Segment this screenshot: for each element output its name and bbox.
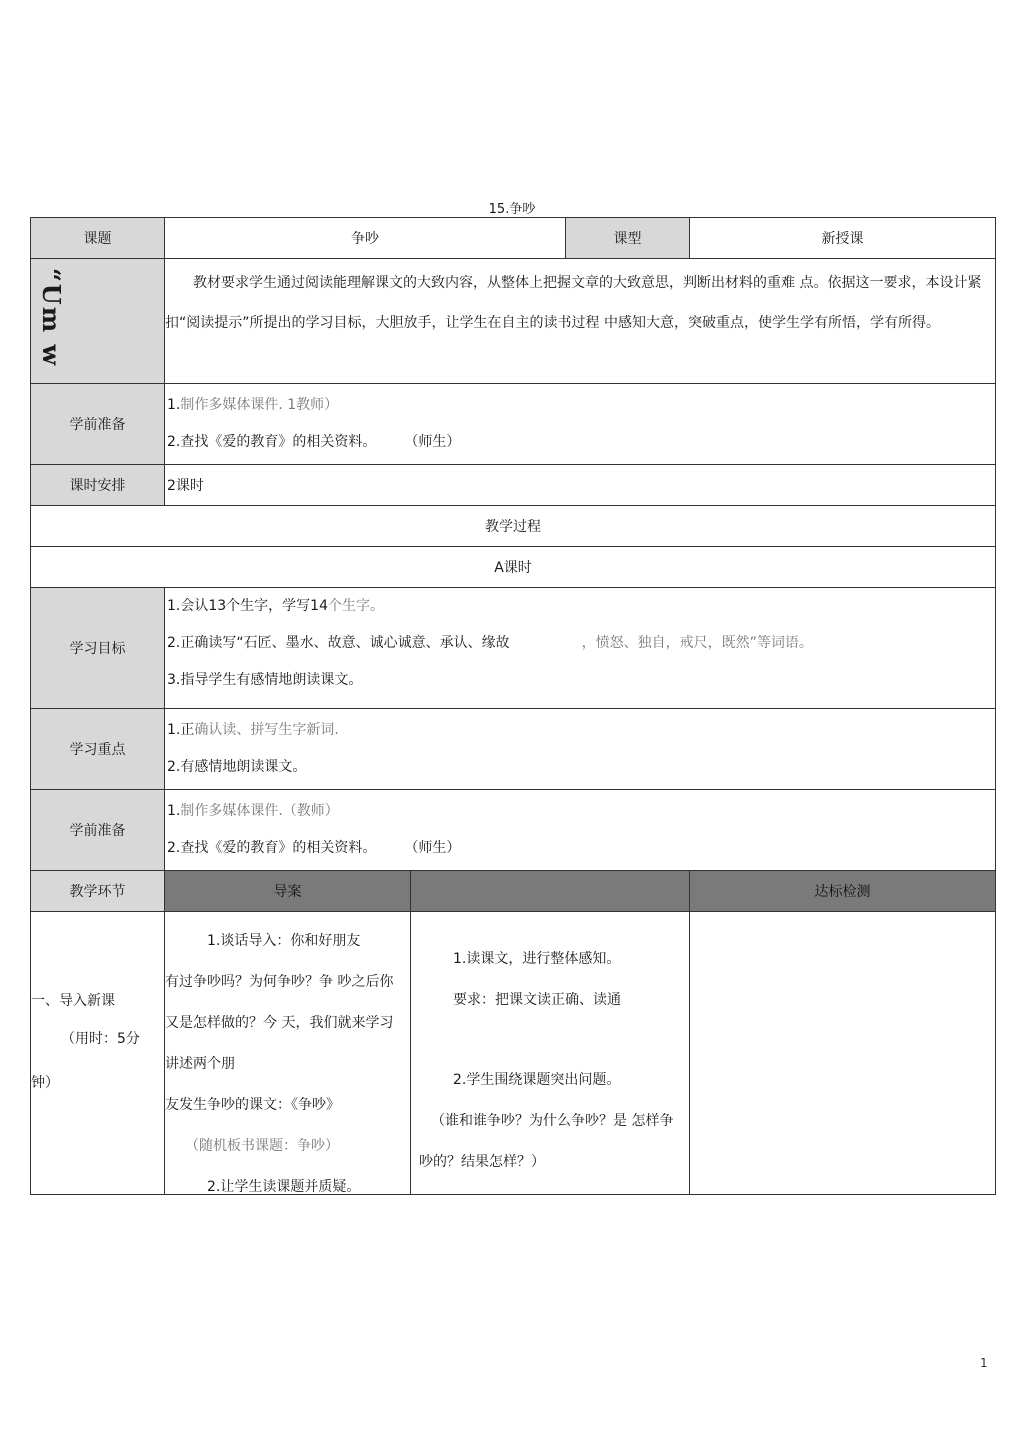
intro-stage-line1: 一、导入新课 (31, 993, 115, 1009)
intro-guide-line5: 友发生争吵的课文：《争吵》 (165, 1097, 340, 1113)
page-number: 1 (980, 1356, 988, 1370)
focus-line1-a: 1.正 (167, 722, 195, 738)
intro-stage-cell (31, 912, 165, 1195)
goals-cell (165, 588, 996, 709)
focus-label: 学习重点 (31, 709, 165, 790)
schedule-label: 课时安排 (31, 465, 165, 506)
focus-cell (165, 709, 996, 790)
process-heading-row (31, 506, 996, 547)
intro-guide-line3: 又是怎样做的？今 天，我们就来学习 (165, 1015, 394, 1031)
schedule-row (31, 465, 996, 506)
header-row (31, 218, 996, 259)
intro-study-line4: （谁和谁争吵？为什么争吵？是 怎样争 (431, 1113, 674, 1129)
intro-guide-line4: 讲述两个朋 (165, 1056, 235, 1072)
prep1-cell (165, 384, 996, 465)
lesson-heading: A课时 (31, 547, 996, 588)
prep-row-2 (31, 790, 996, 871)
intro-study-line2: 要求：把课文读正确、读通 (453, 992, 621, 1008)
intro-study-line3: 2.学生围绕课题突出问题。 (453, 1072, 621, 1088)
intro-guide-cell (165, 912, 411, 1195)
lesson-type-value: 新授课 (690, 218, 996, 259)
prep1-label: 学前准备 (31, 384, 165, 465)
prep2-line1-num: 1. (167, 803, 181, 819)
process-heading: 教学过程 (31, 506, 996, 547)
label-topic: 课题 (31, 218, 165, 259)
page-title: 15.争吵 (488, 202, 536, 217)
prep2-line1: 制作多媒体课件.（教师） (180, 803, 339, 819)
col-guide-header: 导案 (165, 871, 411, 912)
prep2-cell (165, 790, 996, 871)
intro-stage-line3: 钟） (31, 1075, 59, 1091)
col-study-header (411, 871, 690, 912)
prep2-line2: 2.查找《爱的教育》的相关资料。 （师生） (167, 840, 461, 856)
goals-line3: 3.指导学生有感情地朗读课文。 (167, 672, 363, 688)
intro-guide-line7: 2.让学生读课题并质疑。 (207, 1179, 361, 1195)
intro-check-cell (690, 912, 996, 1195)
prep1-line1: 制作多媒体课件. 1教师） (180, 397, 339, 413)
intro-row (31, 912, 996, 1195)
goals-line2-a: 2.正确读写“石匠、墨水、故意、诚心诚意、承认、缘故 (167, 635, 510, 651)
analysis-text: 教材要求学生通过阅读能理解课文的大致内容，从整体上把握文章的大致意思，判断出材料的重难 点。依据这一要求，本设计紧扣“阅读提示”所提出的学习目标，大胆放手，让学生在自主的读书过程 中感知大意，突破重点，使学生学有所悟，学有所得。 (165, 275, 982, 331)
focus-line2: 2.有感情地朗读课文。 (167, 759, 307, 775)
col-stage-header: 教学环节 (31, 871, 165, 912)
goals-line1-a: 1.会认13个生字，学写14 (167, 598, 328, 614)
schedule-value: 2课时 (165, 465, 996, 506)
analysis-row (31, 259, 996, 384)
prep1-line2: 2.查找《爱的教育》的相关资料。 （师生） (167, 434, 461, 450)
label-lesson-type: 课型 (566, 218, 690, 259)
analysis-cell (165, 259, 996, 384)
columns-header-row (31, 871, 996, 912)
intro-guide-line6: （随机板书课题：争吵） (185, 1138, 339, 1154)
prep2-label: 学前准备 (31, 790, 165, 871)
intro-guide-line1: 1.谈话导入：你和好朋友 (207, 933, 361, 949)
col-check-header: 达标检测 (690, 871, 996, 912)
goals-label: 学习目标 (31, 588, 165, 709)
intro-stage-line2: （用时：5分 (61, 1031, 140, 1047)
intro-study-line1: 1.读课文，进行整体感知。 (453, 951, 621, 967)
intro-guide-line2: 有过争吵吗？为何争吵？争 吵之后你 (165, 974, 394, 990)
analysis-side-mark: “Um w (37, 267, 66, 367)
lesson-plan-table (30, 217, 996, 1195)
analysis-label-cell (31, 259, 165, 384)
intro-study-line5: 吵的？结果怎样？） (419, 1154, 545, 1170)
goals-line2-b: ，愤怒、独自，戒尺，既然”等词语。 (581, 635, 813, 651)
lesson-heading-row (31, 547, 996, 588)
focus-row (31, 709, 996, 790)
focus-line1-b: 确认读、拼写生字新词. (194, 722, 339, 738)
prep-row-1 (31, 384, 996, 465)
goals-line1-b: 个生字。 (328, 598, 384, 614)
prep1-line1-num: 1. (167, 397, 181, 413)
topic-value: 争吵 (165, 218, 566, 259)
goals-row (31, 588, 996, 709)
intro-study-cell (411, 912, 690, 1195)
